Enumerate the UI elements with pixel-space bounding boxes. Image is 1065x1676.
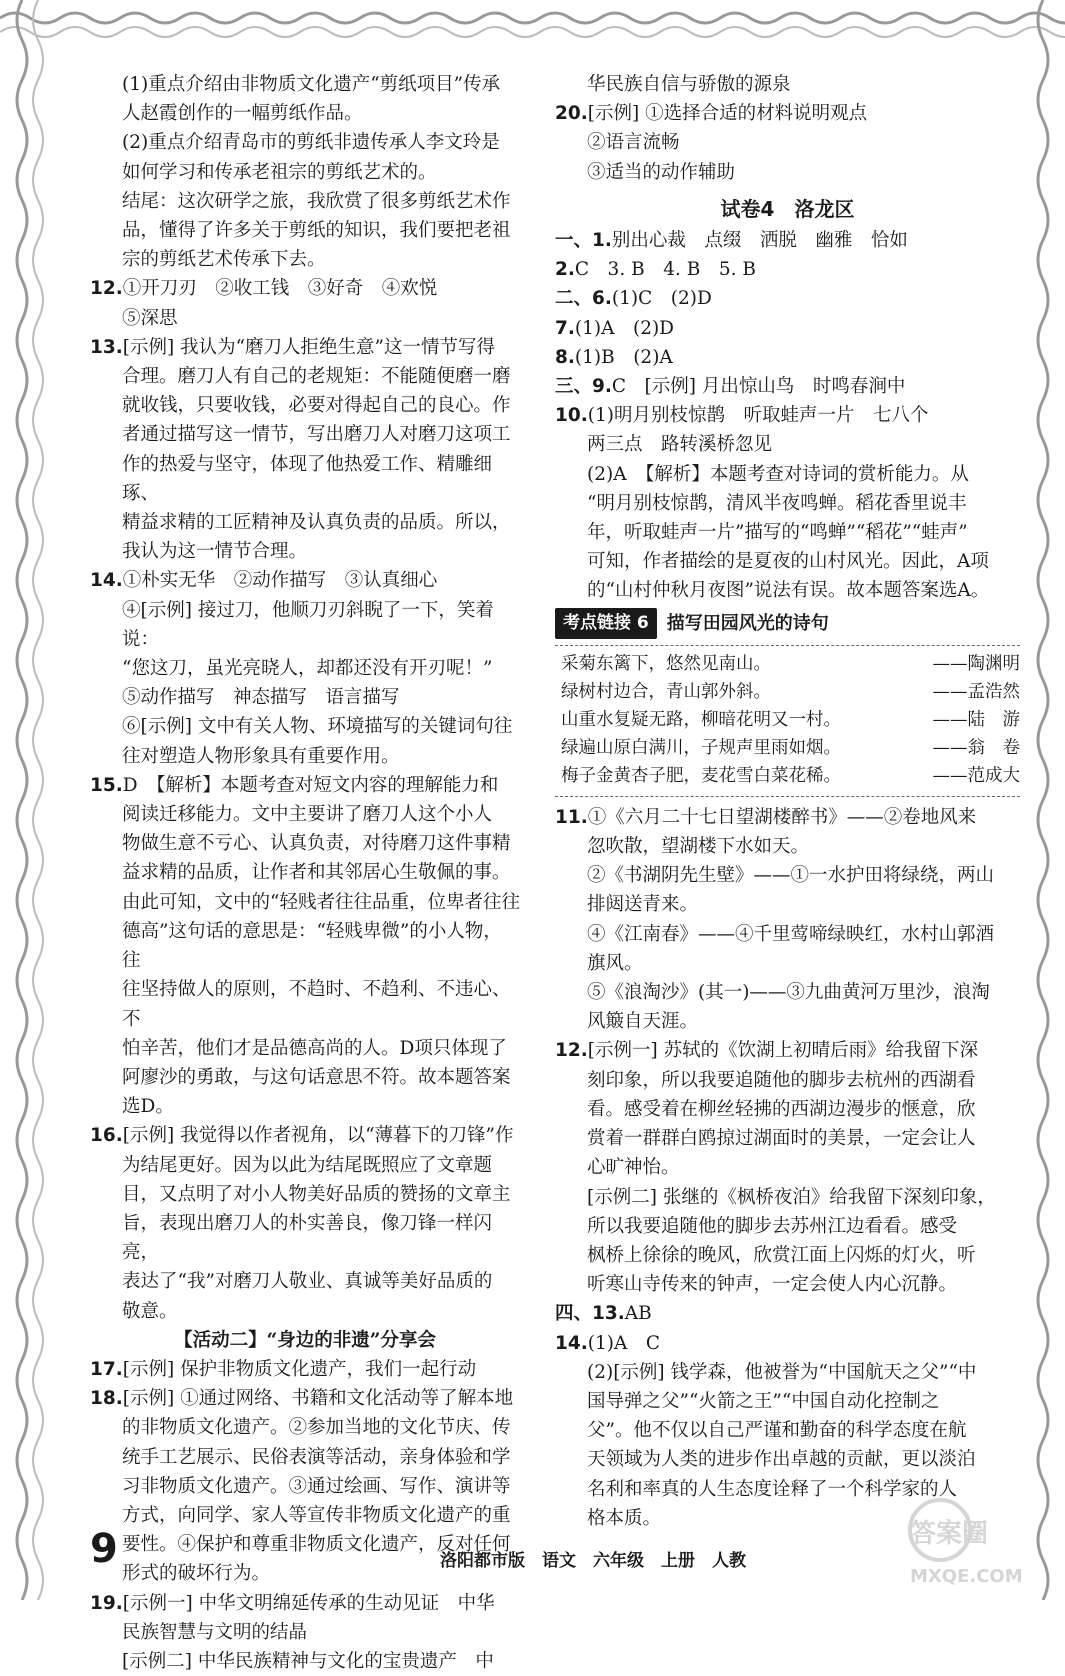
key-point-title: 描写田园风光的诗句	[666, 612, 829, 634]
answer-text: “明月别枝惊鹊，清风半夜鸣蝉。稻花香里说丰	[587, 492, 967, 514]
question-number: 15.	[90, 774, 123, 796]
answer-line	[90, 1092, 520, 1121]
question-number: 13.	[90, 336, 123, 358]
answer-line	[555, 861, 1020, 890]
answer-text: [示例] ①通过网络、书籍和文化活动等了解本地	[122, 1388, 514, 1410]
answer-line	[90, 187, 520, 216]
answer-line	[90, 566, 520, 595]
answer-line	[555, 576, 1020, 605]
answer-text: 排闼送青来。	[587, 894, 699, 916]
section-title: 试卷4 洛龙区	[720, 196, 855, 221]
answer-line	[555, 1387, 1020, 1416]
answer-text: 别出心裁 点缀 洒脱 幽雅 恰如	[611, 230, 908, 252]
answer-text: 结尾：这次研学之旅，我欣赏了很多剪纸艺术作	[122, 190, 511, 212]
answer-line	[90, 654, 520, 683]
answer-text: (1)A C	[587, 1332, 661, 1354]
svg-text:答案圈: 答案圈	[910, 1519, 989, 1549]
answer-text: 形式的破坏行为。	[122, 1563, 271, 1585]
answer-text: 年，听取蛙声一片”描写的“鸣蝉”“稻花”“蛙声”	[587, 522, 968, 544]
answer-line	[555, 401, 1020, 430]
answer-line	[90, 683, 520, 712]
poem-author: ——翁 卷	[932, 737, 1020, 758]
answer-text: 德高”这句话的意思是：“轻贱卑微”的小人物，往	[122, 920, 502, 972]
answer-text: 民族智慧与文明的结晶	[122, 1621, 308, 1643]
answer-line	[555, 489, 1020, 518]
answer-line	[90, 1647, 520, 1676]
answer-text: C [示例] 月出惊山鸟 时鸣春涧中	[611, 376, 906, 398]
answer-text: 可知，作者描绘的是夏夜的山村风光。因此，A项	[587, 551, 989, 573]
answer-text: ④[示例] 接过刀，他顺刀刃斜睨了一下，笑着说：	[122, 599, 494, 650]
answer-line	[90, 1297, 520, 1326]
answer-text: (1)C (2)D	[611, 288, 712, 310]
answer-line	[90, 1384, 520, 1413]
answer-text: 华民族自信与骄傲的源泉	[587, 74, 791, 95]
answer-text: ⑤动作描写 神态描写 语言描写	[122, 687, 400, 709]
answer-text: 枫桥上徐徐的晚风，欣赏江面上闪烁的灯火，听	[587, 1244, 976, 1266]
answer-text: ①开刀刃 ②收工钱 ③好奇 ④欢悦	[122, 278, 438, 300]
answer-line	[555, 1416, 1020, 1445]
answer-line	[90, 128, 520, 157]
answer-text: 旗风。	[587, 952, 643, 974]
answer-text: 往对塑造人物形象具有重要作用。	[122, 745, 400, 767]
answer-line	[90, 274, 520, 303]
answer-line	[555, 284, 1020, 313]
answer-line	[555, 460, 1020, 489]
answer-text: 习非物质文化遗产。③通过绘画、写作、演讲等	[122, 1475, 511, 1497]
answer-text: ①《六月二十七日望湖楼醉书》——②卷地风来	[587, 806, 977, 828]
question-number: 18.	[90, 1388, 123, 1410]
question-number: 一、1.	[555, 230, 612, 252]
answer-text: ②《书湖阴先生壁》——①一水护田将绿绕，两山	[587, 865, 995, 887]
answer-text: “您这刀，虽光亮晓人，却都还没有开刃呢！”	[122, 658, 493, 680]
answer-text: 如何学习和传承老祖宗的剪纸艺术的。	[122, 161, 437, 183]
question-number: 四、13.	[555, 1303, 625, 1325]
answer-text: 天领域为人类的进步作出卓越的贡献，更以淡泊	[587, 1449, 976, 1471]
answer-text: D 【解析】本题考查对短文内容的理解能力和	[122, 774, 499, 796]
answer-text: 刻印象，所以我要追随他的脚步去杭州的西湖看	[587, 1069, 976, 1091]
answer-line	[90, 596, 520, 654]
answer-text: 国导弹之父”“火箭之王”“中国自动化控制之	[587, 1390, 940, 1412]
answer-line	[90, 391, 520, 420]
answer-line	[555, 372, 1020, 401]
answer-text: (2)重点介绍青岛市的剪纸非遗传承人李文玲是	[122, 132, 500, 154]
answer-text: 就收钱，只要收钱，必要对得起自己的良心。作	[122, 395, 511, 417]
answer-text: 统手工艺展示、民俗表演等活动，亲身体验和学	[122, 1446, 511, 1468]
answer-line	[90, 99, 520, 128]
answer-text: ⑥[示例] 文中有关人物、环境描写的关键词句往	[122, 716, 513, 738]
answer-text: 品，懂得了许多关于剪纸的知识，我们要把老祖	[122, 220, 511, 242]
answer-text: [示例二] 张继的《枫桥夜泊》给我留下深刻印象，	[587, 1186, 996, 1208]
answer-line	[90, 1063, 520, 1092]
answer-line	[555, 158, 1020, 187]
answer-line	[555, 518, 1020, 547]
answer-line	[90, 1618, 520, 1647]
right-bottom-block	[555, 803, 1020, 1533]
answer-text: 目，又点明了对小人物美好品质的赞扬的文章主	[122, 1183, 511, 1205]
left-column	[90, 70, 520, 1676]
answer-line	[90, 1209, 520, 1267]
answer-line	[555, 1329, 1020, 1358]
answer-text: [示例一] 苏轼的《饮湖上初晴后雨》给我留下深	[587, 1040, 979, 1062]
watermark-logo	[880, 1490, 1030, 1590]
answer-text: [示例] 我认为“磨刀人拒绝生意”这一情节写得	[122, 336, 496, 358]
answer-line	[555, 547, 1020, 576]
question-number: 7.	[555, 317, 575, 339]
answer-text: [示例二] 中华民族精神与文化的宝贵遗产 中	[122, 1650, 494, 1672]
question-number: 14.	[90, 570, 123, 592]
answer-line	[90, 1413, 520, 1442]
poem-row	[555, 762, 1020, 790]
answer-line	[90, 829, 520, 858]
answer-text: ④《江南春》——④千里莺啼绿映红，水村山郭酒	[587, 923, 995, 945]
answer-text: (1)明月别枝惊鹊 听取蛙声一片 七八个	[587, 405, 929, 427]
answer-text: 忽吹散，望湖楼下水如天。	[587, 836, 810, 858]
question-number: 2.	[555, 259, 575, 281]
poem-author: ——陆 游	[932, 709, 1020, 730]
answer-text: 由此可知，文中的“轻贱者往往品重，位卑者往往	[122, 891, 520, 913]
answer-line	[90, 1180, 520, 1209]
answer-line	[90, 245, 520, 274]
answer-text: 益求精的品质，让作者和其邻居心生敬佩的事。	[122, 862, 511, 884]
answer-line	[555, 803, 1020, 832]
answer-text: 父”。他不仅以自己严谨和勤奋的科学态度在航	[587, 1420, 967, 1442]
answer-text: (1)重点介绍由非物质文化遗产“剪纸项目”传承	[122, 74, 501, 95]
question-number: 20.	[555, 103, 588, 125]
answer-line	[90, 712, 520, 741]
answer-line	[555, 255, 1020, 284]
answer-line	[555, 832, 1020, 861]
subsection-heading: 【活动二】“身边的非遗”分享会	[174, 1329, 436, 1351]
answer-line	[555, 1445, 1020, 1474]
answer-text: 宗的剪纸艺术传承下去。	[122, 249, 326, 271]
poem-line: 绿遍山原白满川，子规声里雨如烟。	[561, 737, 841, 758]
right-top-block	[555, 70, 1020, 187]
question-number: 14.	[555, 1332, 588, 1354]
answer-line	[90, 888, 520, 917]
question-number: 12.	[555, 1040, 588, 1062]
answer-text: [示例] 保护非物质文化遗产，我们一起行动	[122, 1358, 477, 1380]
question-number: 10.	[555, 405, 588, 427]
poem-line: 山重水复疑无路，柳暗花明又一村。	[561, 709, 841, 730]
answer-line	[90, 537, 520, 566]
answer-text: 表达了“我”对磨刀人敬业、真诚等美好品质的	[122, 1271, 493, 1293]
answer-line	[90, 917, 520, 975]
answer-line	[90, 742, 520, 771]
answer-line	[90, 362, 520, 391]
question-number: 12.	[90, 278, 123, 300]
question-number: 8.	[555, 346, 575, 368]
answer-text: ①朴实无华 ②动作描写 ③认真细心	[122, 570, 438, 592]
answer-text: 作的热爱与坚守，体现了他热爱工作、精雕细琢、	[122, 453, 493, 504]
answer-text: 人赵霞创作的一幅剪纸作品。	[122, 103, 363, 125]
decorative-border-top	[0, 0, 1065, 60]
answer-line	[90, 1151, 520, 1180]
answer-text: 的非物质文化遗产。②参加当地的文化节庆、传	[122, 1417, 511, 1439]
question-number: 11.	[555, 806, 588, 828]
answer-text: 精益求精的工匠精神及认真负责的品质。所以，	[122, 512, 511, 534]
answer-line	[555, 430, 1020, 459]
answer-line	[90, 1472, 520, 1501]
answer-text: 心旷神怡。	[587, 1157, 680, 1179]
answer-line	[90, 975, 520, 1033]
answer-line	[555, 978, 1020, 1007]
answer-text: 往坚持做人的原则，不趋时、不趋利、不违心、不	[122, 979, 511, 1030]
answer-text: 我认为这一情节合理。	[122, 541, 308, 563]
poem-row	[555, 650, 1020, 678]
answer-text: ②语言流畅	[587, 132, 680, 154]
answer-text: [示例] 我觉得以作者视角，以“薄暮下的刀锋”作	[122, 1125, 514, 1147]
question-number: 16.	[90, 1125, 123, 1147]
answer-text: 风簸自天涯。	[587, 1011, 699, 1033]
answer-line	[555, 226, 1020, 255]
answer-text: 物做生意不亏心、认真负责，对待磨刀这件事精	[122, 833, 511, 855]
answer-line	[555, 1241, 1020, 1270]
answer-line	[555, 1095, 1020, 1124]
answer-text: 方式，向同学、家人等宣传非物质文化遗产的重	[122, 1504, 511, 1526]
poem-author: ——孟浩然	[932, 681, 1020, 702]
answer-line	[555, 1183, 1020, 1212]
answer-text: 要性。④保护和尊重非物质文化遗产，反对任何	[122, 1534, 511, 1556]
answer-line	[90, 1501, 520, 1530]
answer-text: [示例一] 中华文明绵延传承的生动见证 中华	[122, 1592, 495, 1614]
answer-text: 听寒山寺传来的钟声，一定会使人内心沉静。	[587, 1274, 958, 1296]
answer-text: (1)B (2)A	[574, 346, 673, 368]
answer-line	[90, 858, 520, 887]
poem-line: 梅子金黄杏子肥，麦花雪白菜花稀。	[561, 765, 841, 786]
answer-line	[555, 314, 1020, 343]
poem-line: 绿树村边合，青山郭外斜。	[561, 681, 771, 702]
answer-text: 所以我要追随他的脚步去苏州江边看看。感受	[587, 1215, 958, 1237]
question-number: 三、9.	[555, 376, 612, 398]
poem-author: ——陶渊明	[932, 653, 1020, 674]
key-point-header	[555, 608, 1020, 639]
answer-text: ③适当的动作辅助	[587, 161, 736, 183]
answer-text: 阿廖沙的勇敢，与这句话意思不符。故本题答案	[122, 1066, 511, 1088]
answer-line	[90, 800, 520, 829]
answer-line	[90, 1355, 520, 1384]
answer-text: ⑤深思	[122, 307, 178, 329]
answer-text: 阅读迁移能力。文中主要讲了磨刀人这个小人	[122, 804, 493, 826]
answer-text: 旨，表现出磨刀人的朴实善良，像刀锋一样闪亮，	[122, 1212, 493, 1264]
answer-line	[90, 1589, 520, 1618]
answer-text: 的“山村仲秋月夜图”说法有误。故本题答案选A。	[587, 580, 990, 602]
answer-line	[90, 1443, 520, 1472]
decorative-border-right	[1019, 0, 1065, 1600]
answer-line	[555, 1066, 1020, 1095]
question-number: 19.	[90, 1592, 123, 1614]
answer-line	[90, 1034, 520, 1063]
answer-line	[555, 1212, 1020, 1241]
answer-line	[555, 343, 1020, 372]
answer-line	[555, 949, 1020, 978]
answer-line	[90, 450, 520, 508]
answer-text: 名利和率真的人生态度诠释了一个科学家的人	[587, 1478, 958, 1500]
answer-text: ⑤《浪淘沙》(其一)——③九曲黄河万里沙，浪淘	[587, 982, 990, 1004]
answer-line	[90, 771, 520, 800]
page-number: 9	[90, 1526, 118, 1572]
question-number: 17.	[90, 1358, 123, 1380]
answer-text: 为结尾更好。因为以此为结尾既照应了文章题	[122, 1154, 493, 1176]
answer-text: 者通过描写这一情节，写出磨刀人对磨刀这项工	[122, 424, 511, 446]
answer-text: 合理。磨刀人有自己的老规矩：不能随便磨一磨	[122, 366, 511, 388]
answer-line	[555, 99, 1020, 128]
answer-text: 格本质。	[587, 1507, 662, 1529]
question-number: 二、6.	[555, 288, 612, 310]
answer-line	[555, 890, 1020, 919]
answer-line	[90, 333, 520, 362]
answer-line	[90, 158, 520, 187]
svg-text:MXQE.COM: MXQE.COM	[910, 1566, 1023, 1587]
answer-line	[90, 420, 520, 449]
answer-text: AB	[624, 1303, 652, 1325]
answer-text: 看。感受着在柳丝轻拂的西湖边漫步的惬意，欣	[587, 1098, 976, 1120]
answer-line	[555, 1358, 1020, 1387]
answer-text: 怕辛苦，他们才是品德高尚的人。D项只体现了	[122, 1037, 507, 1059]
answer-text: 赏着一群群白鸥掠过湖面时的美景，一定会让人	[587, 1128, 976, 1150]
answer-text: 选D。	[122, 1096, 174, 1118]
answer-line	[555, 1124, 1020, 1153]
answer-line	[90, 216, 520, 245]
answer-text: 敬意。	[122, 1300, 178, 1322]
right-mid-block	[555, 226, 1020, 606]
answer-line	[555, 1153, 1020, 1182]
answer-line	[555, 1299, 1020, 1328]
answer-line	[555, 1007, 1020, 1036]
answer-text: (2)A 【解析】本题考查对诗词的赏析能力。从	[587, 463, 969, 485]
answer-line	[90, 70, 520, 99]
poem-list	[555, 645, 1020, 797]
answer-text: (2)[示例] 钱学森，他被誉为“中国航天之父”“中	[587, 1361, 977, 1383]
answer-line	[555, 128, 1020, 157]
poem-line: 采菊东篱下，悠然见南山。	[561, 653, 771, 674]
answer-line	[555, 1036, 1020, 1065]
poem-row	[555, 678, 1020, 706]
answer-text: (1)A (2)D	[574, 317, 675, 339]
answer-line	[555, 70, 1020, 99]
answer-line	[90, 304, 520, 333]
poem-author: ——范成大	[932, 765, 1020, 786]
answer-line	[90, 1121, 520, 1150]
answer-line	[555, 1270, 1020, 1299]
footer-text: 洛阳都市版 语文 六年级 上册 人教	[440, 1551, 746, 1571]
answer-text: 两三点 路转溪桥忽见	[587, 434, 773, 456]
key-point-tag: 考点链接 6	[555, 608, 657, 639]
answer-text: C 3. B 4. B 5. B	[574, 259, 756, 281]
poem-row	[555, 706, 1020, 734]
answer-line	[555, 920, 1020, 949]
answer-line	[90, 508, 520, 537]
decorative-border-left	[0, 0, 60, 1600]
answer-text: [示例] ①选择合适的材料说明观点	[587, 103, 868, 125]
right-column	[555, 70, 1020, 1533]
answer-line	[90, 1267, 520, 1296]
poem-row	[555, 734, 1020, 762]
